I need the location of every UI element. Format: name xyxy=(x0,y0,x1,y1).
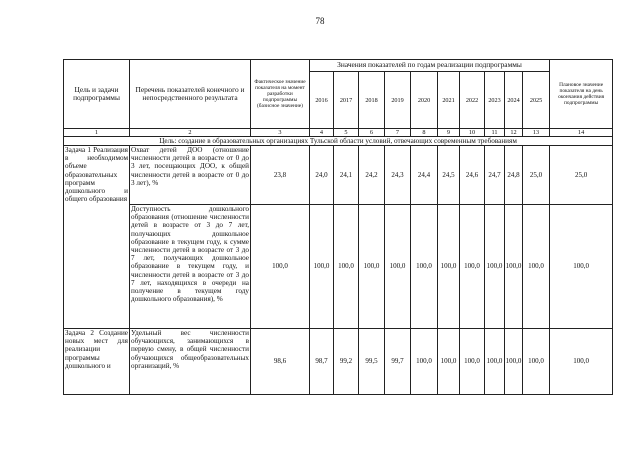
column-number: 6 xyxy=(359,129,385,137)
header-year: 2017 xyxy=(334,72,359,129)
year-value: 99,7 xyxy=(385,329,411,395)
column-number: 12 xyxy=(505,129,523,137)
column-number: 4 xyxy=(310,129,334,137)
year-value: 99,5 xyxy=(359,329,385,395)
year-value: 100,0 xyxy=(523,205,550,329)
year-value: 24,5 xyxy=(438,146,460,205)
header-year: 2018 xyxy=(359,72,385,129)
baseline-value: 100,0 xyxy=(251,205,310,329)
year-value: 100,0 xyxy=(411,205,438,329)
header-year: 2024 xyxy=(505,72,523,129)
planned-value: 100,0 xyxy=(550,205,613,329)
year-value: 100,0 xyxy=(310,205,334,329)
year-value: 100,0 xyxy=(505,329,523,395)
indicators-table xyxy=(63,59,613,395)
column-number: 14 xyxy=(550,129,613,137)
header-year: 2025 xyxy=(523,72,550,129)
year-value: 100,0 xyxy=(411,329,438,395)
column-number: 10 xyxy=(460,129,485,137)
year-value: 100,0 xyxy=(505,205,523,329)
year-value: 100,0 xyxy=(385,205,411,329)
year-value: 24,3 xyxy=(385,146,411,205)
baseline-value: 23,8 xyxy=(251,146,310,205)
planned-value: 100,0 xyxy=(550,329,613,395)
header-indicators: Перечень показателей конечного и непосредственного результата xyxy=(130,60,251,129)
year-value: 100,0 xyxy=(460,205,485,329)
year-value: 100,0 xyxy=(438,329,460,395)
year-value: 100,0 xyxy=(359,205,385,329)
year-value: 24,2 xyxy=(359,146,385,205)
header-year: 2023 xyxy=(485,72,505,129)
year-value: 100,0 xyxy=(334,205,359,329)
year-value: 24,0 xyxy=(310,146,334,205)
year-value: 25,0 xyxy=(523,146,550,205)
header-year: 2019 xyxy=(385,72,411,129)
goal-row: Цель: создание в образовательных организациях Тульской области условий, отвечающих современным требованиям xyxy=(64,137,613,146)
indicator-text: Удельный вес численности обучающихся, занимающихся в первую смену, в общей численности обучающихся общеобразовательных организаций, % xyxy=(130,329,251,395)
column-number: 5 xyxy=(334,129,359,137)
year-value: 100,0 xyxy=(523,329,550,395)
column-number: 9 xyxy=(438,129,460,137)
header-years-group: Значения показателей по годам реализации подпрограммы xyxy=(310,60,550,72)
header-year: 2021 xyxy=(438,72,460,129)
task-2-label: Задача 2 Создание новых мест для реализации программы дошкольного и xyxy=(64,329,130,395)
header-planned: Плановое значение показателя на день окончания действия подпрограммы xyxy=(550,60,613,129)
year-value: 98,7 xyxy=(310,329,334,395)
year-value: 100,0 xyxy=(438,205,460,329)
column-number: 7 xyxy=(385,129,411,137)
header-year: 2016 xyxy=(310,72,334,129)
year-value: 100,0 xyxy=(485,329,505,395)
page-number: 78 xyxy=(315,16,325,26)
column-number: 1 xyxy=(64,129,130,137)
header-baseline: Фактическое значение показателя на момент разработки подпрограммы (базисное значение) xyxy=(251,60,310,129)
column-number: 3 xyxy=(251,129,310,137)
header-year: 2020 xyxy=(411,72,438,129)
year-value: 100,0 xyxy=(485,205,505,329)
header-year: 2022 xyxy=(460,72,485,129)
year-value: 100,0 xyxy=(460,329,485,395)
task-1-label: Задача 1 Реализация в необходимом объеме образовательных программ дошкольного и общего образования xyxy=(64,146,130,329)
header-goal: Цель и задачи подпрограммы xyxy=(64,60,130,129)
year-value: 99,2 xyxy=(334,329,359,395)
year-value: 24,6 xyxy=(460,146,485,205)
column-number: 11 xyxy=(485,129,505,137)
indicator-text: Доступность дошкольного образования (отношение численности детей в возрасте от 3 до 7 лет, получающих дошкольное образование в текущем году, к сумме численности детей в возрасте от 3 до 7 лет, получающих дошкольное образование в текущем году, и численности детей в возрасте от 3 до 7 лет, находящихся в очереди на получение в текущем году дошкольного образования), % xyxy=(130,205,251,329)
baseline-value: 98,6 xyxy=(251,329,310,395)
year-value: 24,4 xyxy=(411,146,438,205)
column-number: 2 xyxy=(130,129,251,137)
indicator-text: Охват детей ДОО (отношение численности детей в возрасте от 0 до 3 лет, посещающих ДОО, к общей численности детей в возрасте от 0 до 3 лет), % xyxy=(130,146,251,205)
column-number: 8 xyxy=(411,129,438,137)
column-number: 13 xyxy=(523,129,550,137)
planned-value: 25,0 xyxy=(550,146,613,205)
year-value: 24,7 xyxy=(485,146,505,205)
year-value: 24,8 xyxy=(505,146,523,205)
year-value: 24,1 xyxy=(334,146,359,205)
